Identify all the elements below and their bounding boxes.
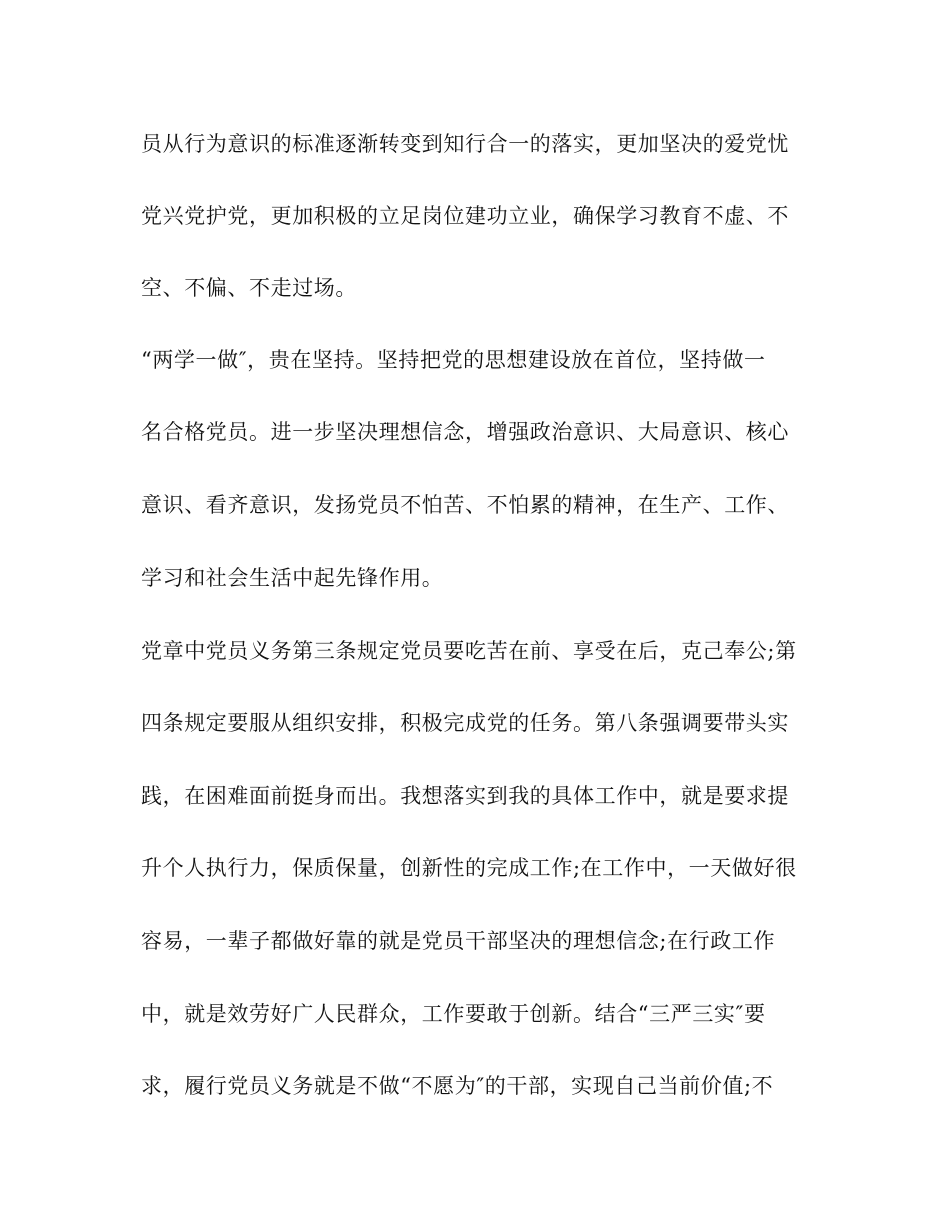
paragraph-2-line-1: “两学一做″，贵在坚持。坚持把党的思想建设放在首位，坚持做一 xyxy=(141,348,766,372)
paragraph-1-line-3: 空、不偏、不走过场。 xyxy=(141,276,357,300)
paragraph-3-line-1: 党章中党员义务第三条规定党员要吃苦在前、享受在后，克己奉公;第 xyxy=(141,639,797,663)
paragraph-3-line-3: 践，在困难面前挺身而出。我想落实到我的具体工作中，就是要求提 xyxy=(141,784,789,808)
paragraph-3-line-4: 升个人执行力，保质保量，创新性的完成工作;在工作中，一天做好很 xyxy=(141,856,797,880)
paragraph-2-line-3: 意识、看齐意识，发扬党员不怕苦、不怕累的精神，在生产、工作、 xyxy=(141,493,789,517)
paragraph-2-line-4: 学习和社会生活中起先锋作用。 xyxy=(141,566,444,590)
paragraph-3-line-7: 求，履行党员义务就是不做“不愿为″的干部，实现自己当前价值;不 xyxy=(141,1074,774,1098)
paragraph-3-line-6: 中，就是效劳好广人民群众，工作要敢于创新。结合“三严三实″要 xyxy=(141,1002,766,1026)
paragraph-1-line-1: 员从行为意识的标准逐渐转变到知行合一的落实，更加坚决的爱党忧 xyxy=(141,132,789,156)
paragraph-2-line-2: 名合格党员。进一步坚决理想信念，增强政治意识、大局意识、核心 xyxy=(141,420,789,444)
paragraph-1-line-2: 党兴党护党，更加积极的立足岗位建功立业，确保学习教育不虚、不 xyxy=(141,204,789,228)
paragraph-3-line-5: 容易，一辈子都做好靠的就是党员干部坚决的理想信念;在行政工作 xyxy=(141,929,776,953)
paragraph-3-line-2: 四条规定要服从组织安排，积极完成党的任务。第八条强调要带头实 xyxy=(141,711,789,735)
